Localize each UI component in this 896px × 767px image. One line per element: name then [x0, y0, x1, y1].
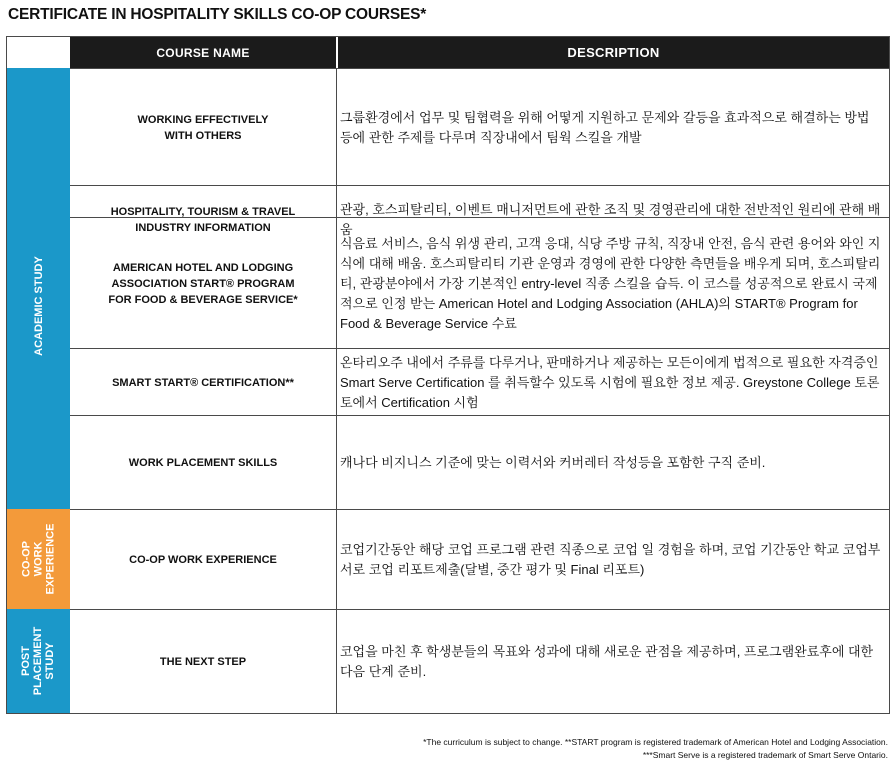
table-row: [70, 509, 889, 610]
table-row: [70, 68, 889, 186]
description-cell: [340, 610, 881, 714]
column-divider: [336, 218, 337, 349]
description-cell: [340, 349, 881, 416]
description-cell: [340, 69, 881, 186]
description-cell: [340, 416, 881, 510]
description-text: 캐나다 비지니스 기준에 맞는 이력서와 커버레터 작성등을 포함한 구직 준비.: [340, 455, 766, 470]
course-name-line: HOSPITALITY, TOURISM & TRAVEL: [110, 206, 296, 218]
course-name-line: FOR FOOD & BEVERAGE SERVICE*: [108, 293, 298, 306]
section-band-coop-work-experience: [7, 509, 70, 609]
course-name-line: CO-OP WORK EXPERIENCE: [129, 554, 277, 566]
course-name-line: WITH OTHERS: [164, 129, 242, 142]
footnote-line-1: *The curriculum is subject to change. **START program is registered trademark of American Hotel and Lodging Association.: [423, 737, 888, 747]
page-title: CERTIFICATE IN HOSPITALITY SKILLS CO-OP COURSES*: [8, 6, 427, 23]
table-row: [70, 609, 889, 714]
course-name-cell: [70, 69, 336, 186]
section-label-post: [21, 627, 57, 695]
column-header-description: DESCRIPTION: [338, 37, 889, 68]
description-text: 관광, 호스피탈리티, 이벤트 매니저먼트에 관한 조직 및 경영관리에 대한 전반적인 원리에 관해 배움: [340, 202, 881, 237]
section-label-line: WORK: [32, 541, 45, 577]
column-divider: [336, 349, 337, 416]
course-name-cell: [70, 218, 336, 349]
column-divider: [336, 416, 337, 510]
section-label-line: POST: [20, 646, 33, 676]
table-row: [70, 348, 889, 416]
column-divider: [336, 610, 337, 714]
section-label-line: PLACEMENT: [32, 626, 45, 696]
course-table: [6, 36, 890, 714]
course-name-cell: [70, 416, 336, 510]
description-text: 코업기간동안 해당 코업 프로그램 관련 직종으로 코업 일 경험을 하며, 코업 기간동안 학교 코업부서로 코업 리포트제출(달별, 중간 평가 및 Final 리포트): [340, 542, 881, 577]
description-text: 온타리오주 내에서 주류를 다루거나, 판매하거나 제공하는 모든이에게 법적으로 필요한 자격증인Smart Serve Certification 를 취득할수 있도록 시험에 필요한 정보 제공. Greystone College 토론토에서 Certification 시험: [340, 354, 880, 410]
column-divider: [336, 69, 337, 186]
description-cell: [340, 218, 881, 349]
course-name-line: SMART START® CERTIFICATION**: [112, 376, 294, 389]
course-name-cell: [70, 610, 336, 714]
section-label-academic-study: ACADEMIC STUDY: [32, 255, 45, 356]
column-header-course-name: COURSE NAME: [70, 37, 336, 68]
section-label-line: EXPERIENCE: [44, 523, 57, 595]
description-text: 식음료 서비스, 음식 위생 관리, 고객 응대, 식당 주방 규칙, 직장내 안전, 음식 관련 용어와 와인 지식에 대해 배움. 호스피탈리티 기관 운영과 경영에 관한 다양한 측면들을 배우게 되며, 호스피탈리티, 관광분야에서 가장 기본적인 entry-level 직종 스킬을 습득. 이 코스를 성공적으로 완료시 국제적으로 인정 받는 American Hotel and Lodging Association (AHLA)의 START® Program for Food & Beverage Service 수료: [340, 235, 881, 331]
course-name-cell: [70, 349, 336, 416]
course-name-cell: [70, 510, 336, 610]
section-label-coop: [21, 524, 57, 595]
footnote-line-2: ***Smart Serve is a registered trademark of Smart Serve Ontario.: [642, 750, 888, 760]
course-name-line: WORKING EFFECTIVELY: [137, 113, 269, 126]
column-divider: [336, 510, 337, 610]
description-text: 코업을 마친 후 학생분들의 목표와 성과에 대해 새로운 관점을 제공하며, 프로그램완료후에 대한 다음 단계 준비.: [340, 644, 874, 679]
section-band-academic-study: [7, 68, 70, 543]
section-label-line: STUDY: [44, 642, 57, 680]
description-cell: [340, 510, 881, 610]
course-name-line: ASSOCIATION START® PROGRAM: [111, 277, 295, 290]
description-text: 그룹환경에서 업무 및 팀협력을 위해 어떻게 지원하고 문제와 갈등을 효과적으로 해결하는 방법등에 관한 주제를 다루며 직장내에서 팀웍 스킬을 개발: [340, 109, 870, 145]
course-name-line: THE NEXT STEP: [159, 656, 247, 668]
table-row: [70, 415, 889, 510]
course-name-line: AMERICAN HOTEL AND LODGING: [112, 261, 294, 274]
section-label-line: CO-OP: [20, 540, 33, 578]
section-band-post-placement-study: [7, 609, 70, 713]
table-row: [70, 217, 889, 349]
course-name-line: INDUSTRY INFORMATION: [135, 222, 271, 234]
course-name-line: WORK PLACEMENT SKILLS: [128, 457, 278, 469]
